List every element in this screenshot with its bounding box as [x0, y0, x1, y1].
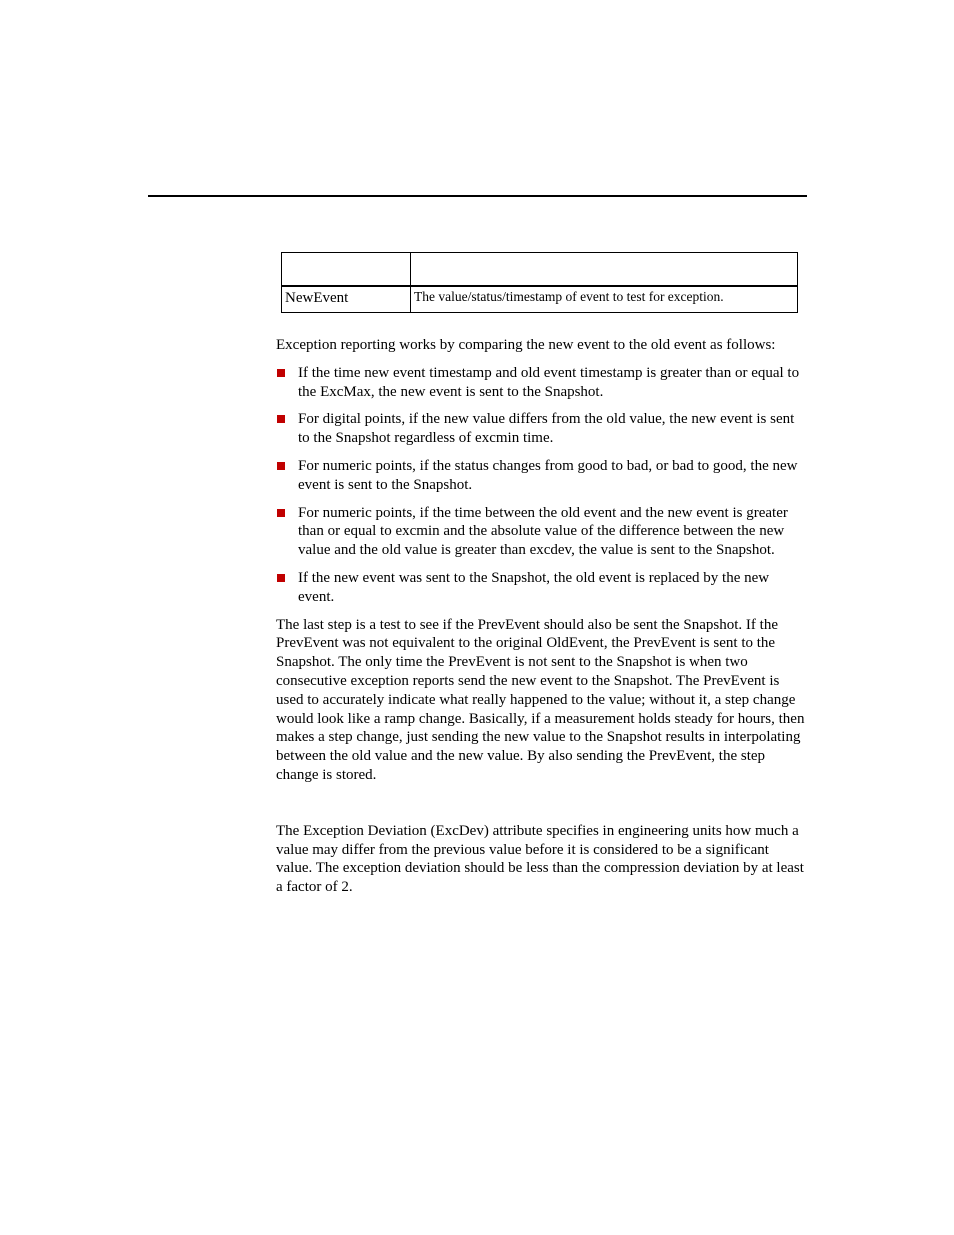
- square-bullet-icon: [277, 415, 285, 423]
- list-item: [276, 504, 808, 560]
- list-item: [276, 457, 808, 495]
- attribute-description: The value/status/timestamp of event to test for exception.: [411, 286, 798, 313]
- intro-paragraph: Exception reporting works by comparing the new event to the old event as follows:: [276, 337, 776, 353]
- exception-rules-list: [276, 364, 808, 607]
- square-bullet-icon: [277, 462, 285, 470]
- table-header-cell: [411, 253, 798, 287]
- square-bullet-icon: [277, 369, 285, 377]
- list-item-text: If the time new event timestamp and old event timestamp is greater than or equal to the ExcMax, the new event is sent to the Snapshot.: [298, 364, 800, 400]
- exception-deviation-paragraph: The Exception Deviation (ExcDev) attribute specifies in engineering units how much a value may differ from the previous value before it is considered to be a significant value. The exception deviation should be less than the compression deviation by at least a factor of 2.: [276, 822, 804, 896]
- list-item: [276, 410, 808, 448]
- square-bullet-icon: [277, 509, 285, 517]
- header-rule: [148, 195, 807, 197]
- list-item: [276, 364, 808, 402]
- list-item: [276, 569, 808, 607]
- body-content: [276, 336, 808, 897]
- table-row: [282, 286, 798, 313]
- square-bullet-icon: [277, 574, 285, 582]
- list-item-text: For numeric points, if the time between the old event and the new event is greater than or equal to excmin and the absolute value of the difference between the new value and the old value is greater than excdev, the value is sent to the Snapshot.: [298, 504, 788, 559]
- list-item-text: For numeric points, if the status changes from good to bad, or bad to good, the new event is sent to the Snapshot.: [298, 457, 798, 493]
- list-item-text: For digital points, if the new value differs from the old value, the new event is sent to the Snapshot regardless of excmin time.: [298, 411, 795, 447]
- table-header-cell: [282, 253, 411, 287]
- prev-event-paragraph: The last step is a test to see if the PrevEvent should also be sent the Snapshot. If the PrevEvent was not equivalent to the original OldEvent, the PrevEvent is sent to the Snapshot. The only time the PrevEvent is not sent to the Snapshot is when two consecutive exception reports send the new event to the Snapshot. The PrevEvent is used to accurately indicate what really happened to the value; without it, a step change would look like a ramp change. Basically, if a measurement holds steady for hours, then makes a step change, just sending the new value to the Snapshot results in interpolating between the old value and the new value. By also sending the PrevEvent, the step change is stored.: [276, 616, 805, 783]
- list-item-text: If the new event was sent to the Snapshot, the old event is replaced by the new event.: [298, 569, 770, 605]
- table-header-row: [282, 253, 798, 287]
- attribute-name: NewEvent: [282, 286, 411, 313]
- attribute-table: [281, 252, 798, 313]
